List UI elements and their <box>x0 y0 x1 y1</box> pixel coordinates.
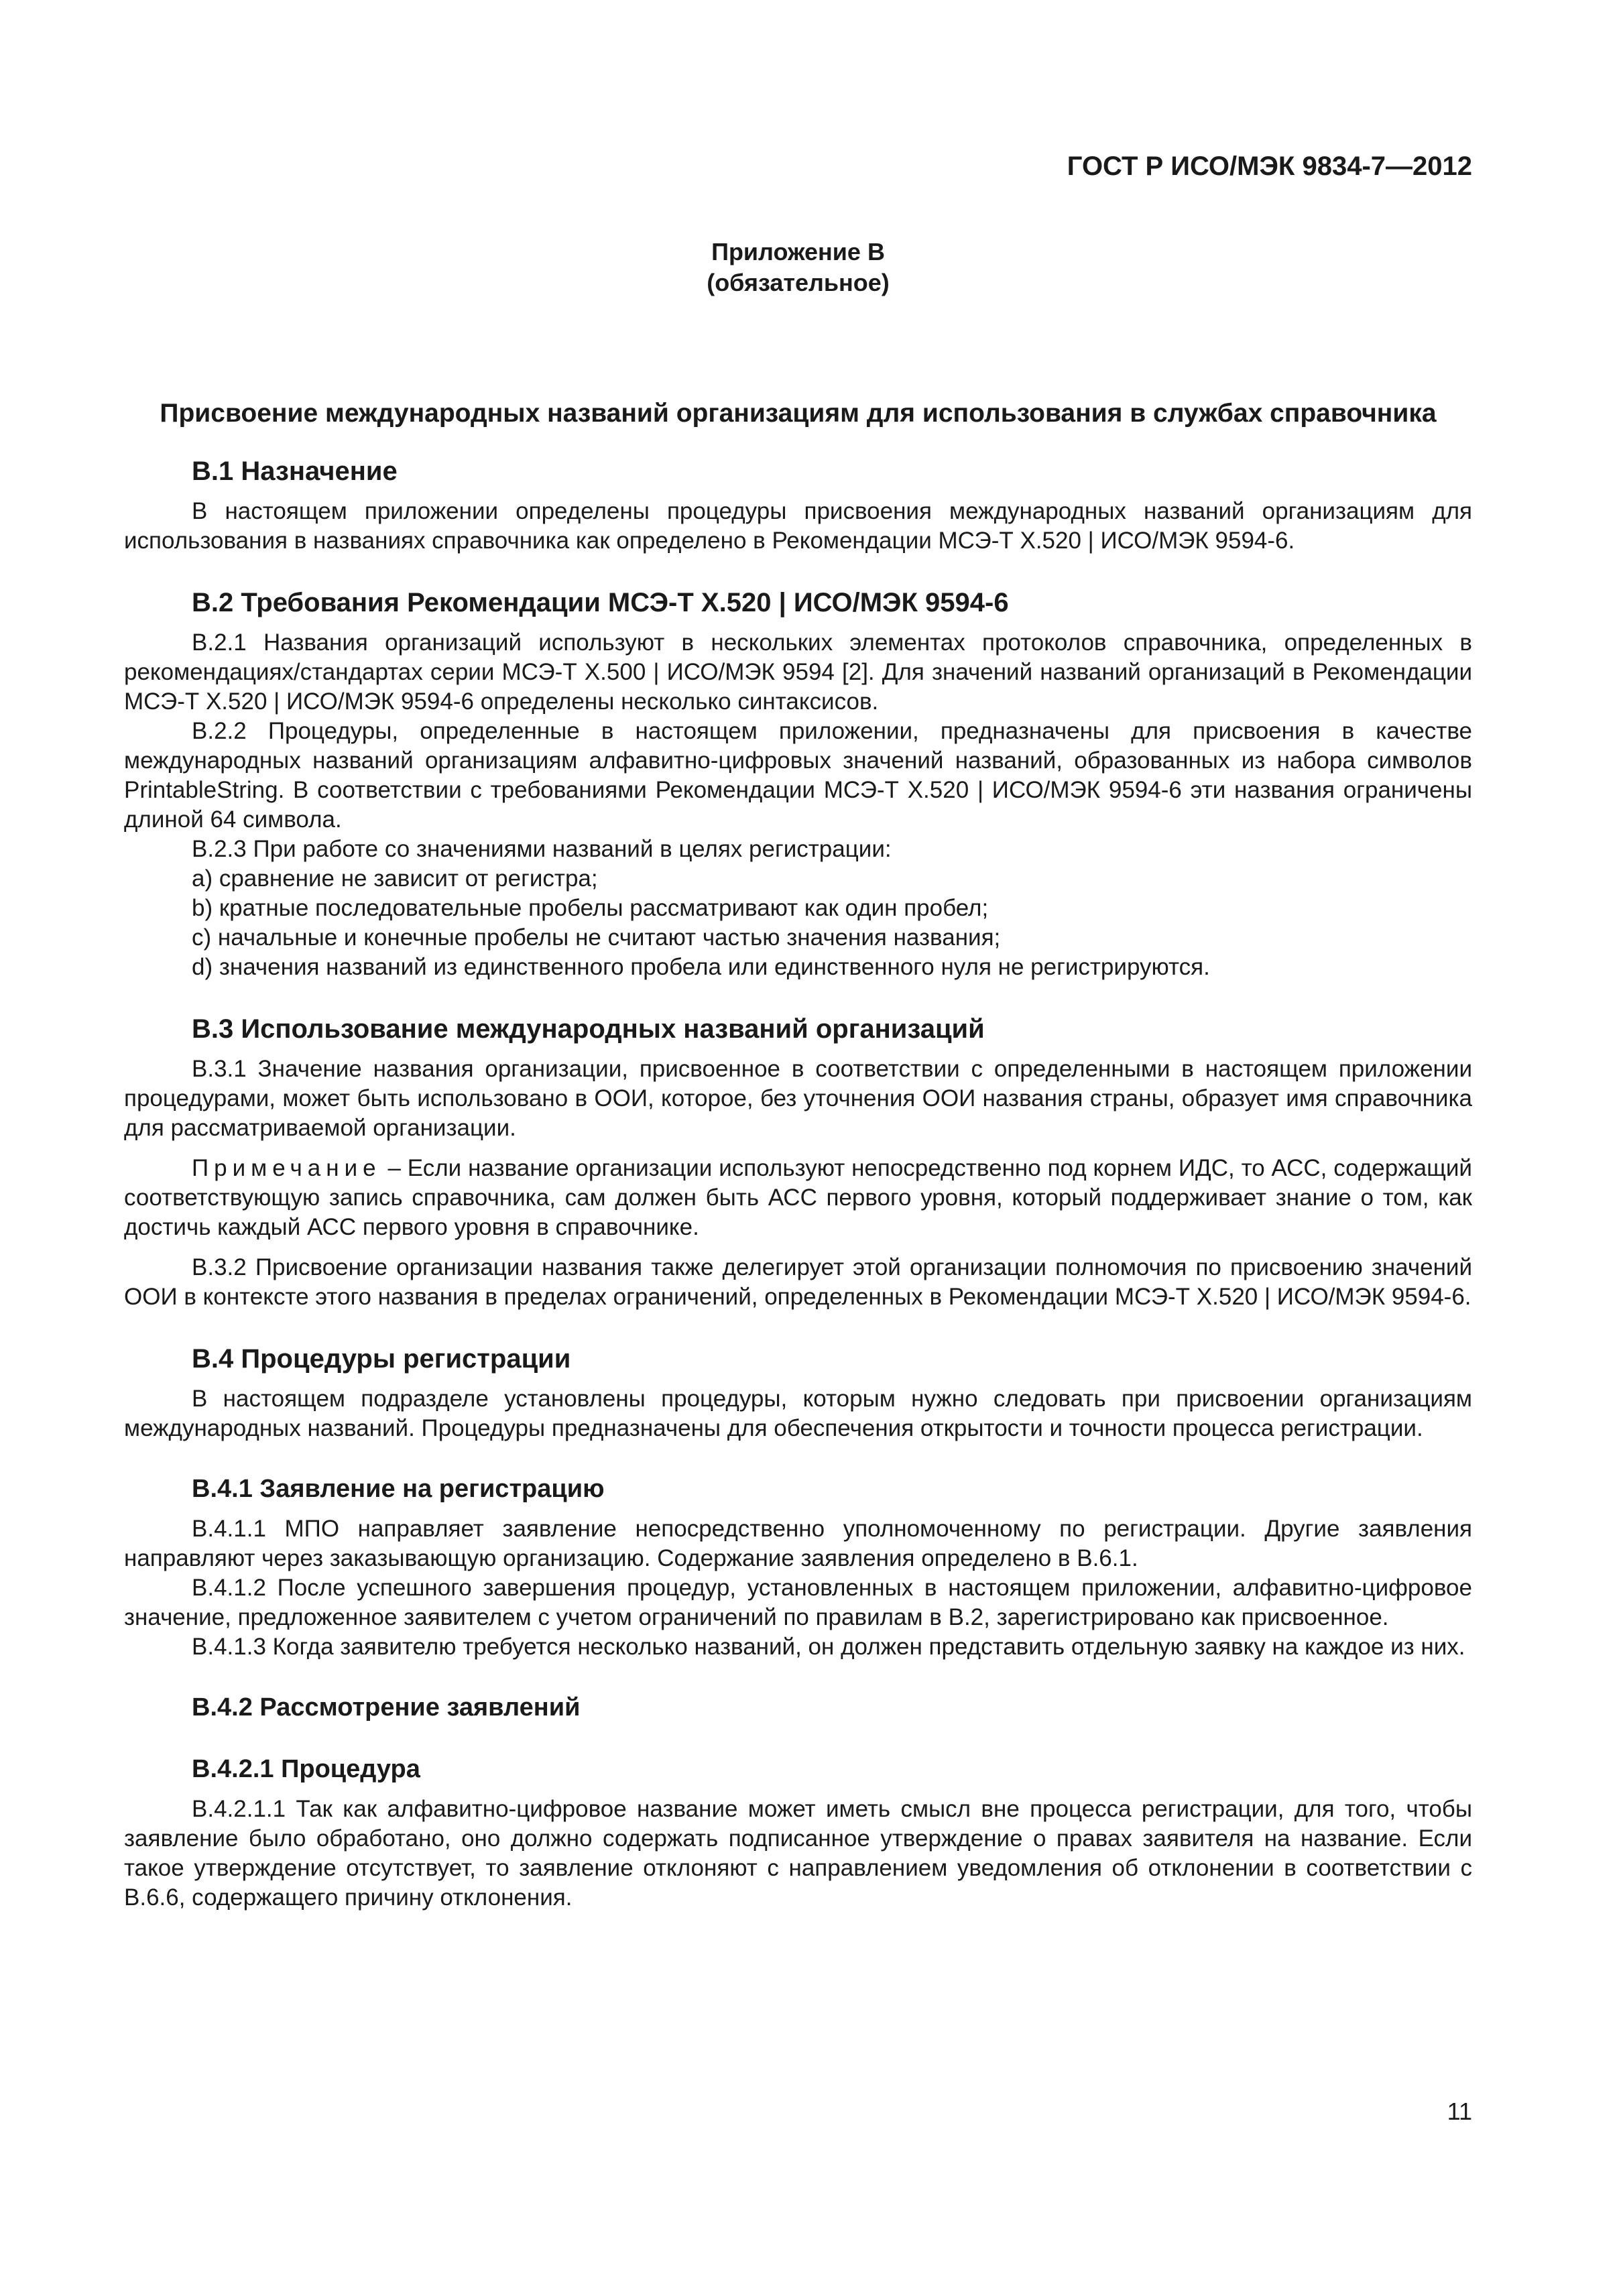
note-text: – Если название организации используют непосредственно под корнем ИДС, то АСС, содержащий соответствующую запись справочника, сам должен быть АСС первого уровня, который поддерживает знание о том, как достичь каждый АСС первого уровня в справочнике. <box>124 1155 1472 1240</box>
list-item: а) сравнение не зависит от регистра; <box>192 865 598 892</box>
paragraph: В.2.3 При работе со значениями названий в целях регистрации: <box>192 836 892 862</box>
section-heading-b3: В.3 Использование международных названий организаций <box>192 1014 985 1044</box>
section-heading-b4: В.4 Процедуры регистрации <box>192 1344 571 1374</box>
appendix-heading <box>124 237 1472 298</box>
paragraph: В.4.1.2 После успешного завершения процедур, установленных в настоящем приложении, алфавитно-цифровое значение, предложенное заявителем с учетом ограничений по правилам в В.2, зарегистрировано как присвоенное. <box>124 1575 1472 1630</box>
paragraph: В.4.1.3 Когда заявителю требуется несколько названий, он должен представить отдельную заявку на каждое из них. <box>192 1634 1465 1660</box>
paragraph: В.3.2 Присвоение организации названия также делегирует этой организации полномочия по присвоению значений ООИ в контексте этого названия в пределах ограничений, определенных в Рекомендации МСЭ-Т X.520 | ИСО/МЭК 9594-6. <box>124 1254 1472 1310</box>
paragraph: В.4.2.1.1 Так как алфавитно-цифровое название может иметь смысл вне процесса регистрации, для того, чтобы заявление было обработано, оно должно содержать подписанное утверждение о правах заявителя на название. Если такое утверждение отсутствует, то заявление отклоняют с направлением уведомления об отклонении в соответствии с В.6.6, содержащего причину отклонения. <box>124 1796 1472 1911</box>
paragraph: В.2.1 Названия организаций используют в нескольких элементах протоколов справочника, определенных в рекомендациях/стандартах серии МСЭ-Т X.500 | ИСО/МЭК 9594 [2]. Для значений названий организаций в Рекомендации МСЭ-Т X.520 | ИСО/МЭК 9594-6 определены несколько синтаксисов. <box>124 629 1472 715</box>
note-paragraph <box>124 1154 1472 1242</box>
section-heading-b1: В.1 Назначение <box>192 457 398 486</box>
appendix-label: Приложение В <box>711 238 885 265</box>
section-heading-b41: В.4.1 Заявление на регистрацию <box>192 1475 605 1503</box>
paragraph: В настоящем приложении определены процедуры присвоения международных названий организациям для использования в названиях справочника как определено в Рекомендации МСЭ-Т X.520 | ИСО/МЭК 9594-6. <box>124 498 1472 554</box>
paragraph: В.3.1 Значение названия организации, присвоенное в соответствии с определенными в настоящем приложении процедурами, может быть использовано в ООИ, которое, без уточнения ООИ названия страны, образует имя справочника для рассматриваемой организации. <box>124 1056 1472 1141</box>
paragraph: В.4.1.1 МПО направляет заявление непосредственно уполномоченному по регистрации. Другие заявления направляют через заказывающую организацию. Содержание заявления определено в В.6.1. <box>124 1516 1472 1571</box>
note-label: Примечание <box>192 1155 381 1181</box>
paragraph: В настоящем подразделе установлены процедуры, которым нужно следовать при присвоении организациям международных названий. Процедуры предназначены для обеспечения открытости и точности процесса регистрации. <box>124 1386 1472 1441</box>
section-heading-b42: В.4.2 Рассмотрение заявлений <box>192 1693 581 1721</box>
list-item: d) значения названий из единственного пробела или единственного нуля не регистрируются. <box>192 954 1210 980</box>
page-number: 11 <box>1447 2098 1472 2125</box>
section-heading-b2: В.2 Требования Рекомендации МСЭ-Т X.520 | ИСО/МЭК 9594-6 <box>192 588 1009 617</box>
appendix-status: (обязательное) <box>707 269 890 296</box>
appendix-title: Присвоение международных названий организациям для использования в службах справочника <box>160 399 1437 428</box>
section-heading-b421: В.4.2.1 Процедура <box>192 1755 420 1783</box>
document-code: ГОСТ Р ИСО/МЭК 9834-7—2012 <box>1067 152 1472 181</box>
list-item: с) начальные и конечные пробелы не считают частью значения названия; <box>192 924 1001 951</box>
paragraph: В.2.2 Процедуры, определенные в настоящем приложении, предназначены для присвоения в качестве международных названий организациям алфавитно-цифровых значений названий, образованных из набора символов PrintableString. В соответствии с требованиями Рекомендации МСЭ-Т X.520 | ИСО/МЭК 9594-6 эти названия ограничены длиной 64 символа. <box>124 718 1472 833</box>
list-item: b) кратные последовательные пробелы рассматривают как один пробел; <box>192 895 989 921</box>
